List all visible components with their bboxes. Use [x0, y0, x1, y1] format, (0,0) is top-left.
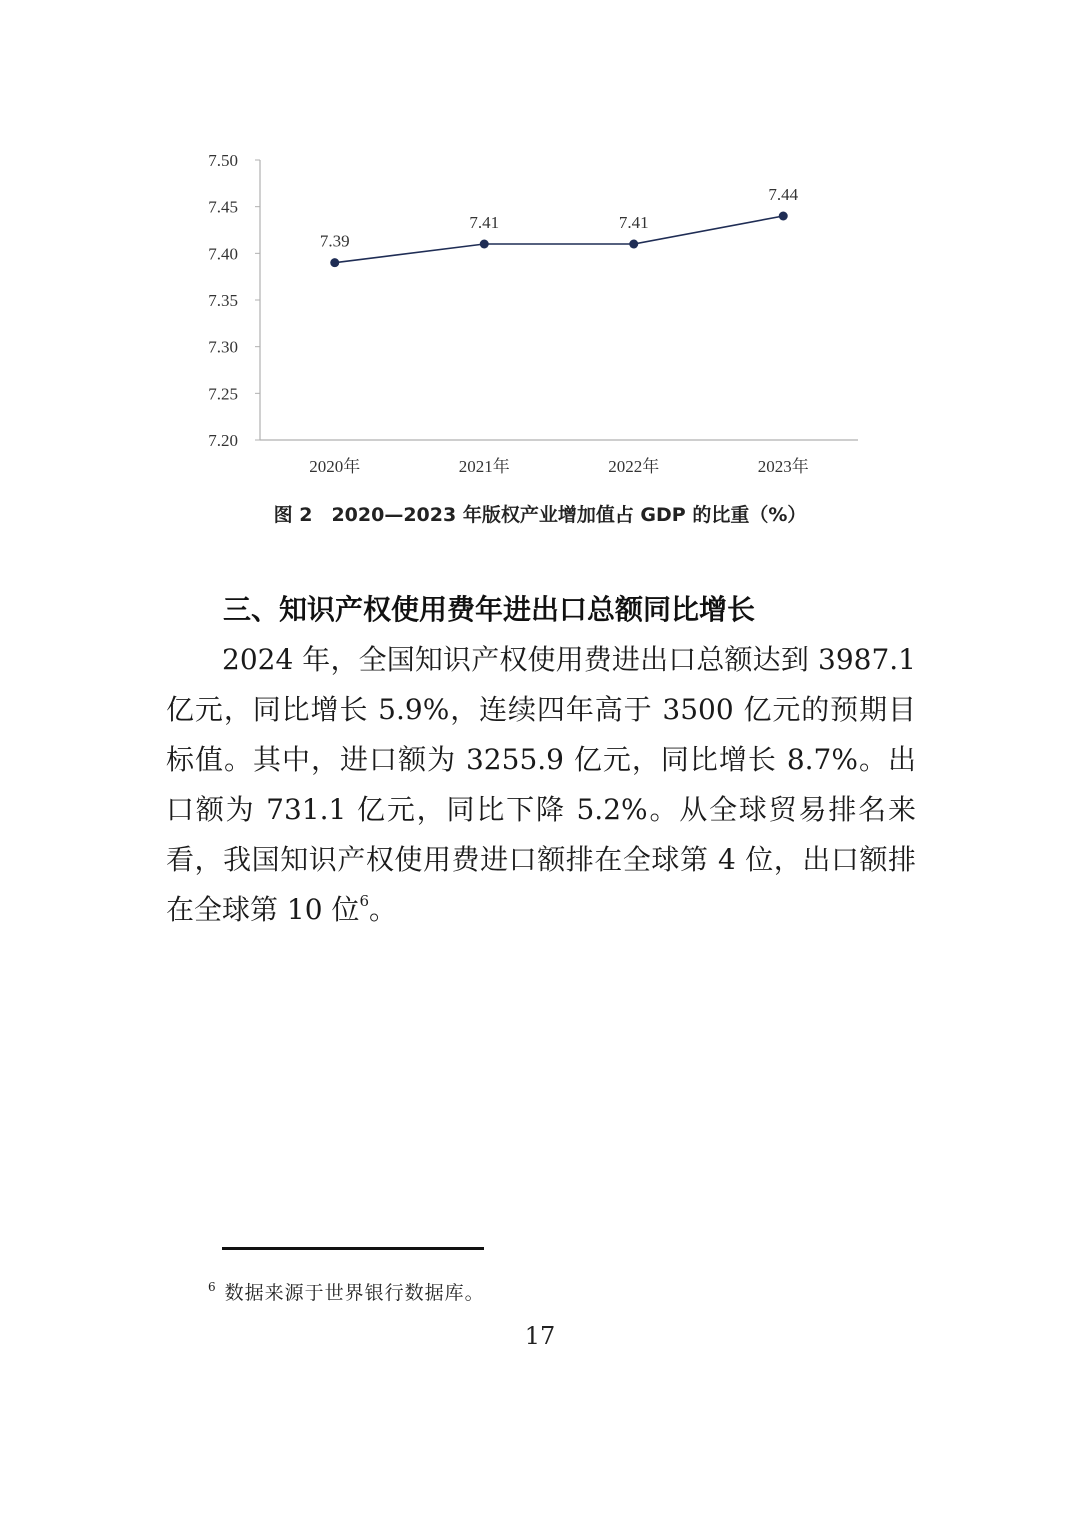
line-chart — [0, 0, 1080, 500]
data-label: 7.44 — [768, 185, 799, 204]
data-point — [629, 240, 638, 249]
footnote-text: 数据来源于世界银行数据库。 — [224, 1282, 485, 1304]
x-tick-label: 2022年 — [608, 457, 660, 476]
figure-caption: 图 2 2020—2023 年版权产业增加值占 GDP 的比重（%） — [273, 504, 807, 526]
chart-data-labels — [320, 185, 799, 251]
x-tick-label: 2021年 — [458, 457, 510, 476]
footnote — [208, 1278, 485, 1305]
footnote-divider — [222, 1247, 484, 1250]
y-axis-tick-labels — [208, 151, 260, 450]
footnote-reference[interactable]: 6 — [359, 892, 369, 910]
y-tick-label: 7.20 — [208, 431, 238, 450]
section-heading: 三、知识产权使用费年进出口总额同比增长 — [223, 593, 756, 626]
x-tick-label: 2020年 — [309, 457, 361, 476]
y-tick-label: 7.50 — [208, 151, 238, 170]
y-tick-label: 7.40 — [208, 244, 238, 264]
y-tick-label: 7.25 — [208, 384, 238, 404]
y-tick-label: 7.35 — [208, 291, 238, 310]
x-tick-label: 2023年 — [757, 457, 809, 476]
data-point — [330, 258, 339, 267]
data-label: 7.39 — [319, 231, 350, 251]
y-tick-label: 7.30 — [208, 337, 238, 357]
data-label: 7.41 — [469, 213, 500, 232]
chart-series — [330, 212, 788, 268]
x-axis-tick-labels — [309, 456, 809, 476]
body-paragraph — [166, 635, 916, 935]
footnote-marker: 6 — [208, 1280, 217, 1294]
series-line — [335, 216, 784, 263]
page-number: 17 — [524, 1322, 556, 1350]
data-point — [480, 240, 489, 249]
data-label: 7.41 — [618, 213, 649, 232]
y-tick-label: 7.45 — [208, 197, 238, 217]
paragraph-end: 。 — [368, 893, 397, 926]
paragraph-text: 2024 年，全国知识产权使用费进出口总额达到 3987.1 亿元，同比增长 5.9%，连续四年高于 3500 亿元的预期目标值。其中，进口额为 3255.9 亿元，同比增长 8.7%。出口额为 731.1 亿元，同比下降 5.2%。从全球贸易排名来看，我国知识产权使用费进口额排在全球第 4 位，出口额排在全球第 10 位 — [166, 643, 916, 926]
data-point — [779, 212, 788, 221]
